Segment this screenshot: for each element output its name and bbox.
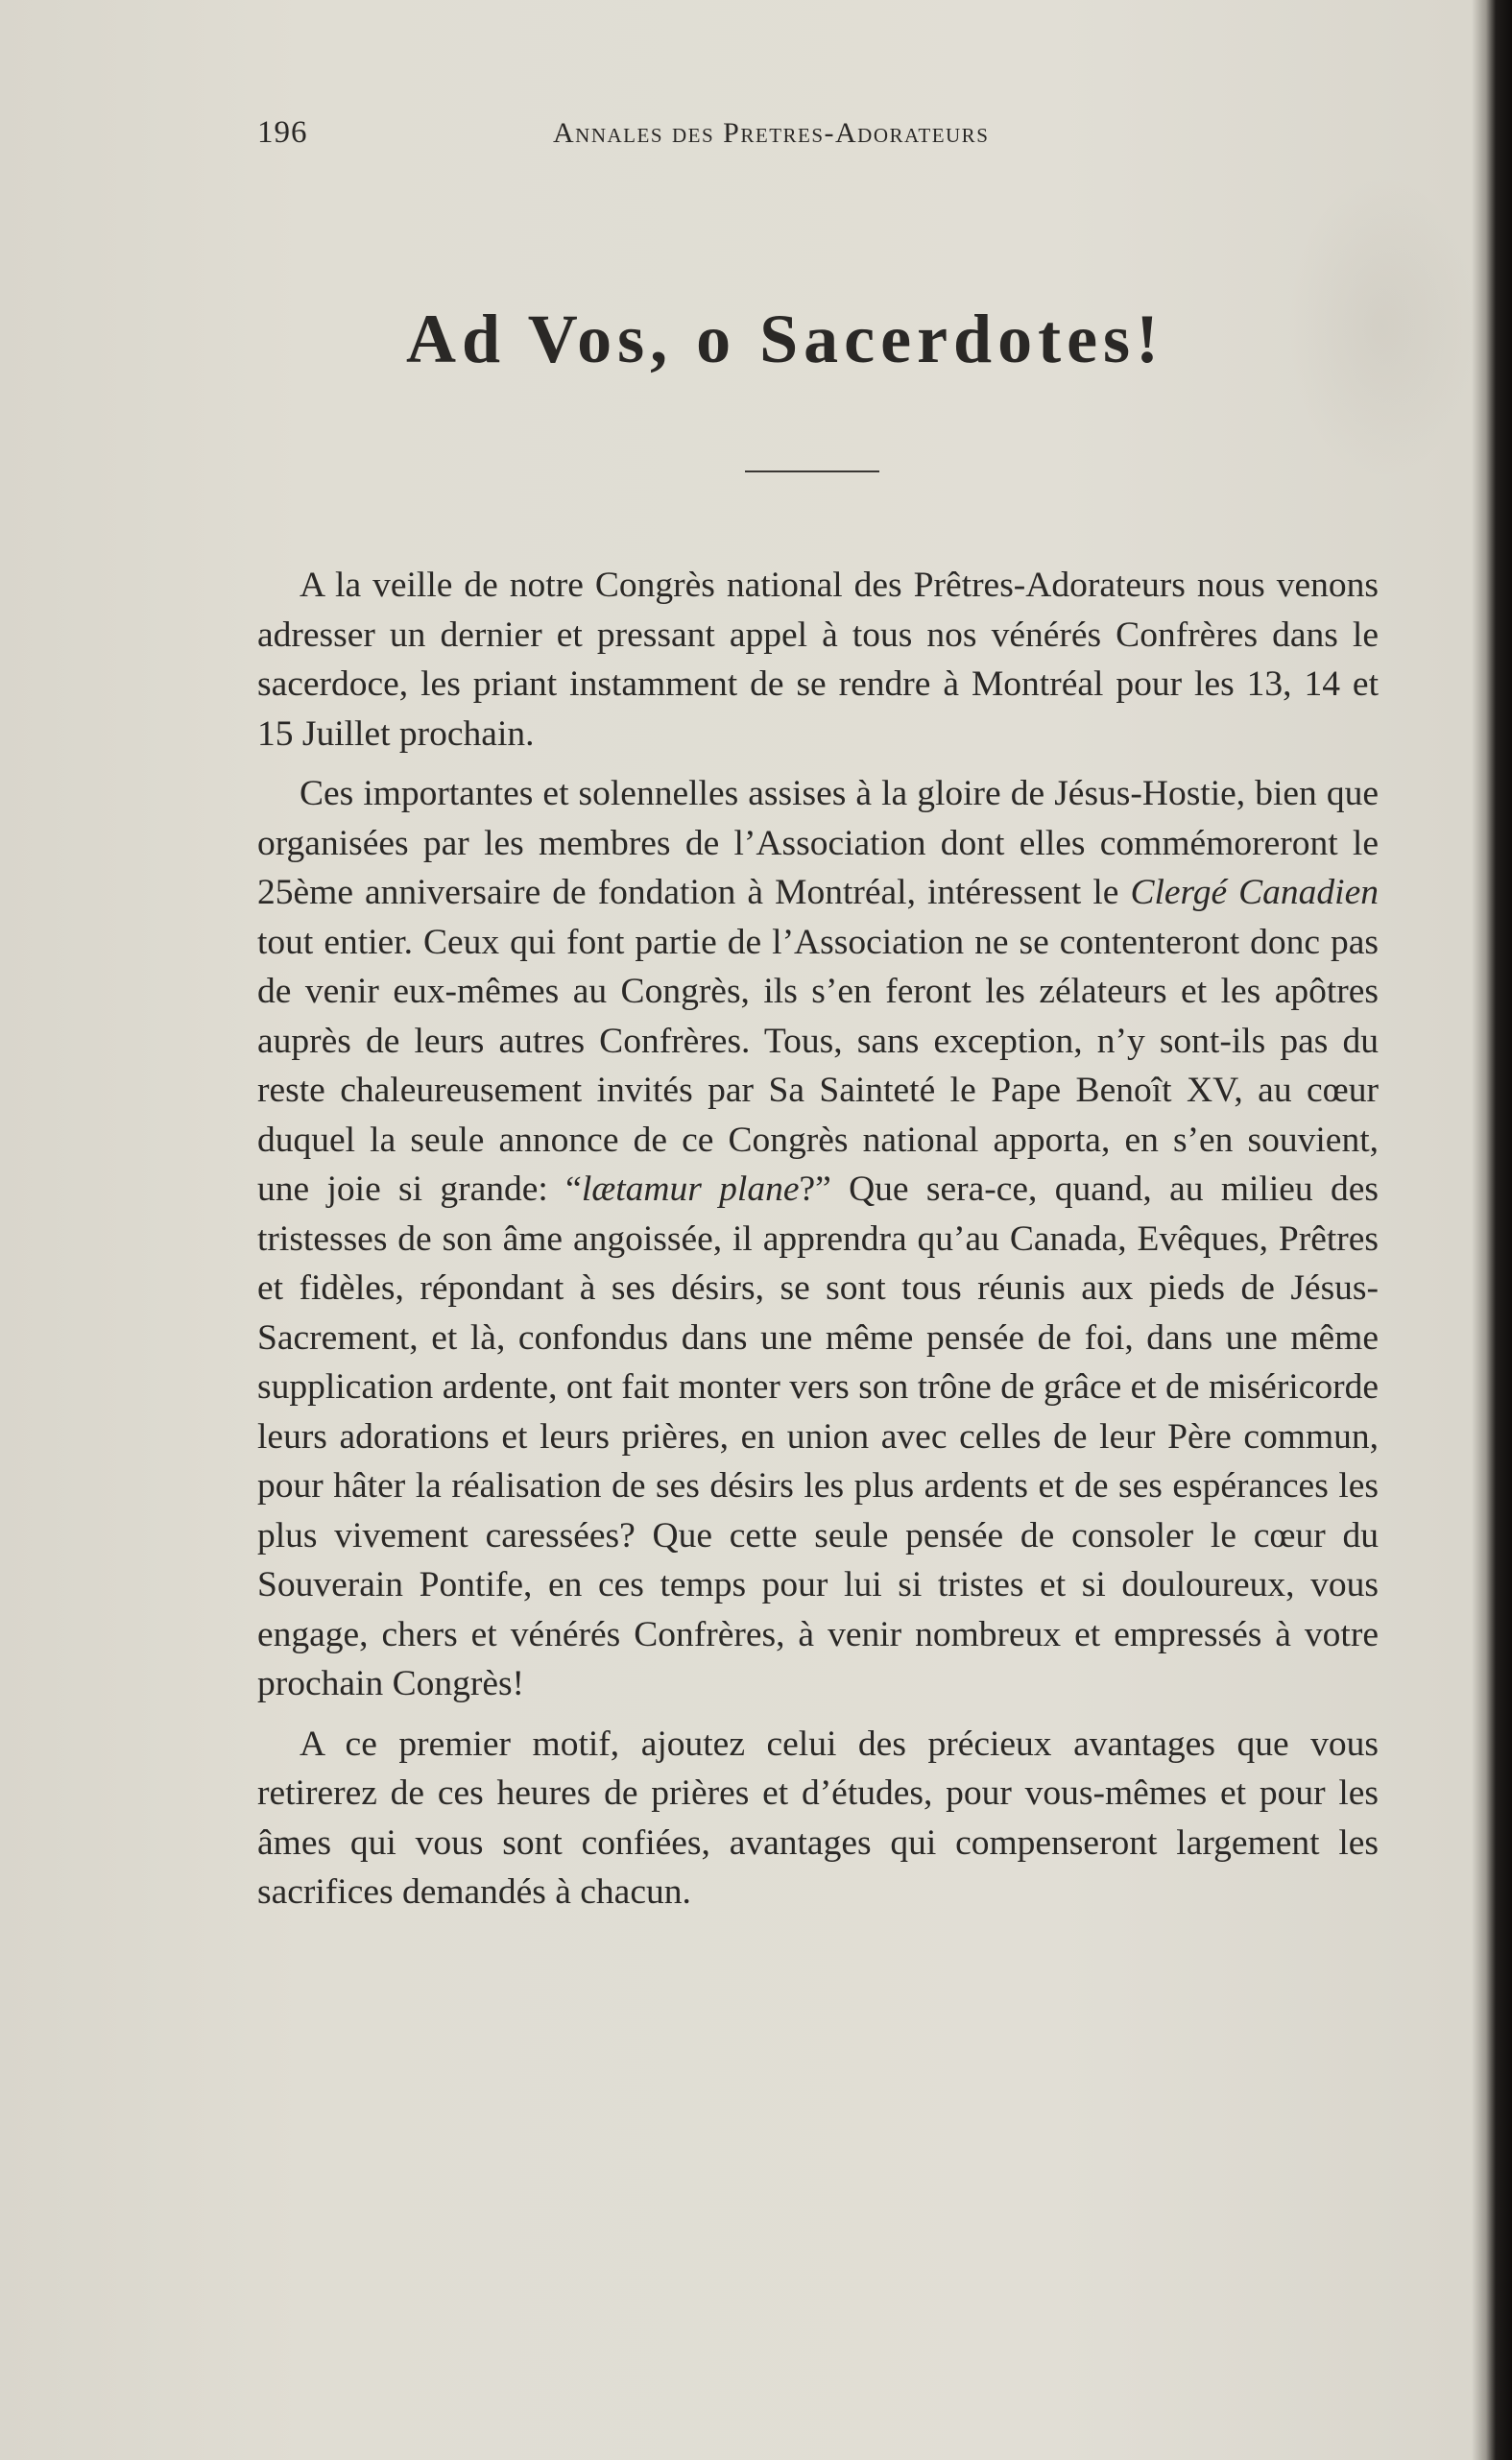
paragraph-2-text-a: Ces importantes et solennelles assises à la gloire de Jésus-Hostie, bien que organisées par les membres de l’Association dont elles commémoreront le 25ème anniversaire de fondation à Montréal, intéressent le	[257, 774, 1379, 912]
page-number: 196	[257, 115, 308, 150]
italic-latin-quote: lætamur plane	[581, 1170, 800, 1209]
article-title: Ad Vos, o Sacerdotes!	[405, 301, 1165, 377]
page-header	[257, 115, 1169, 161]
paragraph-3: A ce premier motif, ajoutez celui des précieux avantages que vous retirerez de ces heures de prières et d’études, pour vous-mêmes et pour les âmes qui vous sont confiées, avantages qui compenseront largement les sacrifices demandés à chacun.	[257, 1724, 1379, 1912]
paragraph-2-text-c: ?” Que sera-ce, quand, au milieu des tristesses de son âme angoissée, il apprendra qu’au Canada, Evêques, Prêtres et fidèles, répondant à ses désirs, se sont tous réunis aux pieds de Jésus-Sacrement, et là, confondus dans une même pensée de foi, dans une même supplication ardente, ont fait monter vers son trône de grâce et de miséricorde leurs adorations et leurs prières, en union avec celles de leur Père commun, pour hâter la réalisation de ses désirs les plus ardents et de ses espérances les plus vivement caressées? Que cette seule pensée de consoler le cœur du Souverain Pontife, en ces temps pour lui si tristes et si douloureux, vous engage, chers et vénérés Confrères, à venir nombreux et empressés à votre prochain Congrès!	[257, 1170, 1379, 1703]
title-divider	[745, 470, 879, 472]
paragraph-1: A la veille de notre Congrès national des Prêtres-Adorateurs nous venons adresser un dernier et pressant appel à tous nos vénérés Confrères dans le sacerdoce, les priant instamment de se rendre à Montréal pour les 13, 14 et 15 Juillet prochain.	[257, 566, 1379, 754]
bleed-through-shadow	[1286, 173, 1478, 480]
paragraph-2-text-b: tout entier. Ceux qui font partie de l’Association ne se contenteront donc pas de venir eux-mêmes au Congrès, ils s’en feront les zélateurs et les apôtres auprès de leurs autres Confrères. Tous, sans exception, n’y sont-ils pas du reste chaleureusement invités par Sa Sainteté le Pape Benoît XV, au cœur duquel la seule annonce de ce Congrès national apporta, en s’en souvient, une joie si grande: “	[257, 922, 1379, 1209]
italic-clerge-canadien: Clergé Canadien	[1130, 873, 1379, 912]
paragraph-2	[257, 769, 1379, 1709]
article-body	[257, 561, 1379, 1928]
running-title: Annales des Pretres-Adorateurs	[553, 117, 990, 149]
book-binding-edge	[1472, 0, 1512, 2460]
